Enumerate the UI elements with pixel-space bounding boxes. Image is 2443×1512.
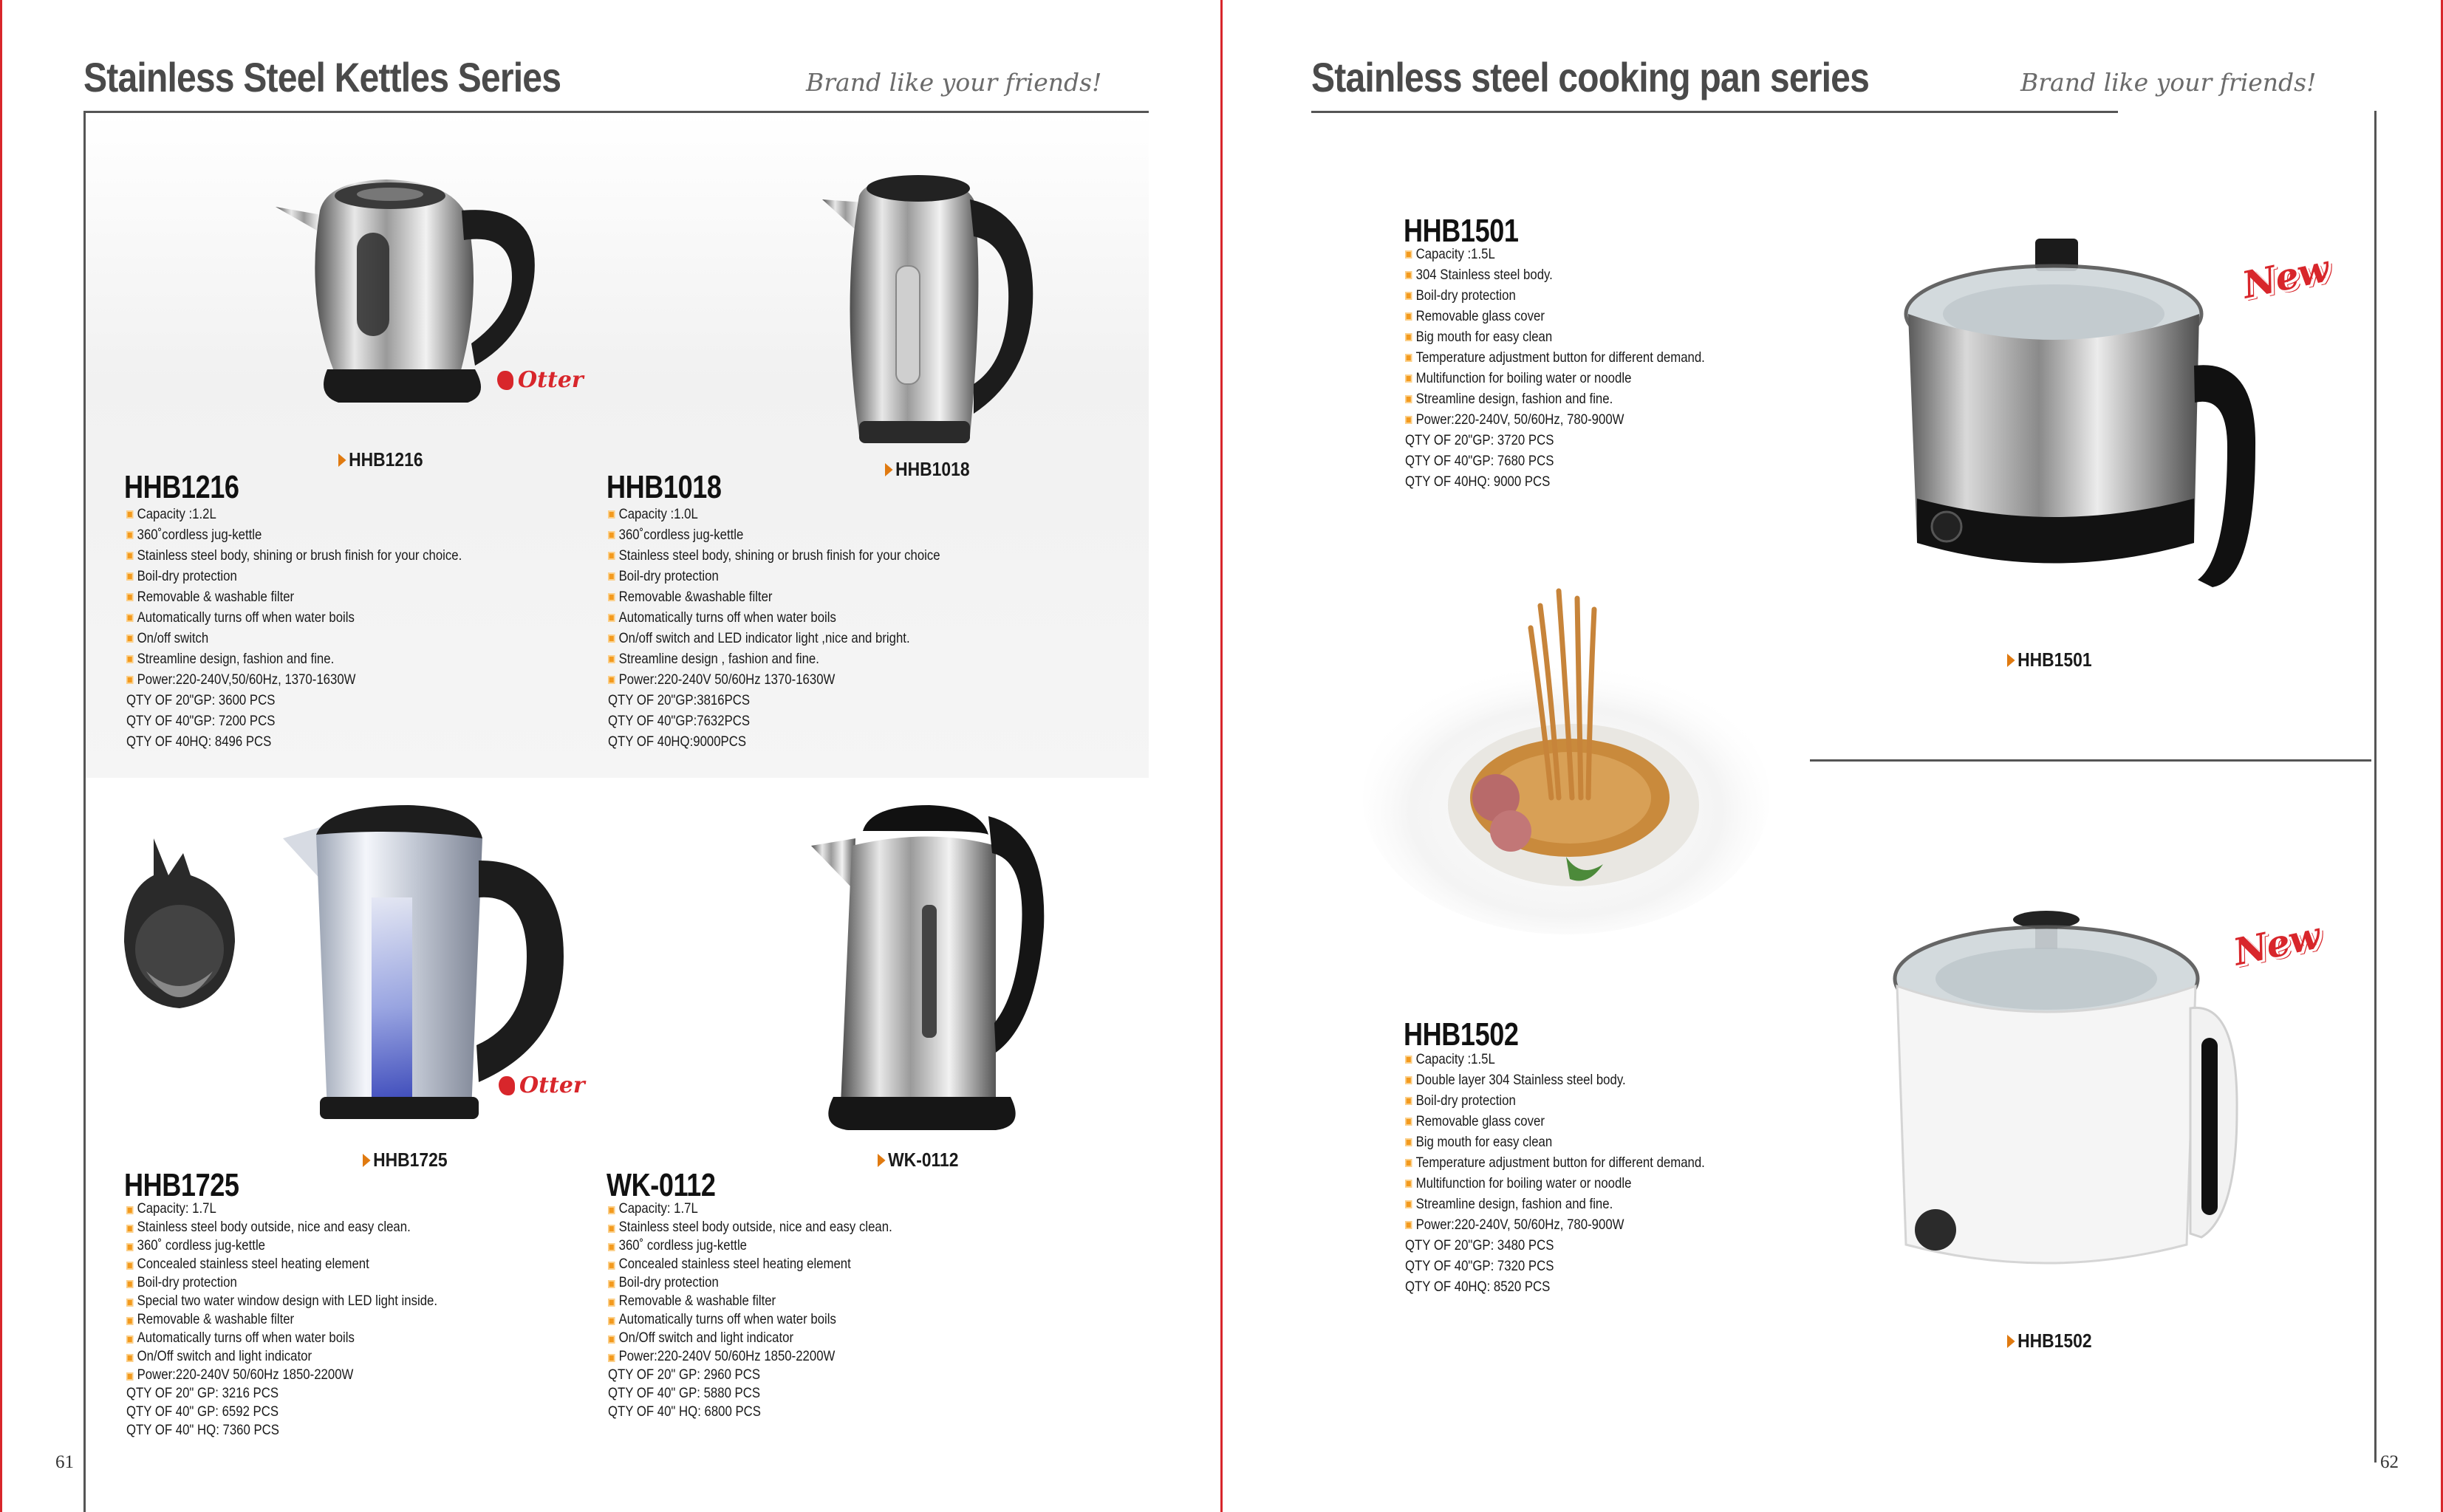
feature-list (126, 504, 462, 752)
feature-item: Capacity: 1.7L (126, 1200, 437, 1218)
product-caption: HHB1501 (2007, 649, 2092, 671)
feature-item: 360˚ cordless jug-kettle (608, 1236, 892, 1255)
feature-item: Automatically turns off when water boils (126, 607, 462, 628)
feature-item: Boil-dry protection (1405, 285, 1705, 306)
feature-item: Streamline design, fashion and fine. (1405, 1194, 1705, 1214)
header-rule (1311, 111, 2118, 113)
feature-item: Temperature adjustment button for different demand. (1405, 347, 1705, 368)
feature-item: Temperature adjustment button for different demand. (1405, 1152, 1705, 1173)
feature-item: Stainless steel body, shining or brush finish for your choice (608, 545, 940, 566)
feature-item: Boil-dry protection (608, 566, 940, 586)
feature-item: Streamline design, fashion and fine. (1405, 389, 1705, 409)
feature-item: Special two water window design with LED light inside. (126, 1292, 437, 1310)
feature-item: Big mouth for easy clean (1405, 1132, 1705, 1152)
qty-item: QTY OF 40"GP: 7200 PCS (126, 713, 276, 729)
feature-item: Power:220-240V, 50/60Hz, 780-900W (1405, 1214, 1705, 1235)
caption-arrow-icon (2007, 654, 2015, 667)
qty-item: QTY OF 40HQ:9000PCS (608, 733, 747, 750)
model-heading: WK-0112 (607, 1167, 716, 1203)
feature-item: On/Off switch and light indicator (126, 1347, 437, 1366)
caption-arrow-icon (363, 1154, 371, 1167)
feature-list (608, 1200, 892, 1421)
kettle-wk0112-image (811, 801, 1048, 1134)
feature-item: Capacity: 1.7L (608, 1200, 892, 1218)
feature-item: Removable glass cover (1405, 306, 1705, 326)
feature-item: Automatically turns off when water boils (608, 607, 940, 628)
cooking-pan-hhb1502-image (1891, 890, 2238, 1289)
model-heading: HHB1501 (1404, 213, 1519, 249)
feature-item: Multifunction for boiling water or noodle (1405, 1173, 1705, 1194)
feature-item: Multifunction for boiling water or noodle (1405, 368, 1705, 389)
qty-item: QTY OF 40"GP: 7680 PCS (1405, 453, 1554, 469)
feature-item: Stainless steel body outside, nice and easy clean. (608, 1218, 892, 1236)
feature-item: Automatically turns off when water boils (126, 1329, 437, 1347)
feature-item: Boil-dry protection (126, 1273, 437, 1292)
feature-item: Boil-dry protection (1405, 1090, 1705, 1111)
feature-item: Capacity :1.5L (1405, 1049, 1705, 1070)
feature-item: Removable glass cover (1405, 1111, 1705, 1132)
feature-item: Power:220-240V,50/60Hz, 1370-1630W (126, 669, 462, 690)
feature-list (126, 1200, 437, 1440)
qty-item: QTY OF 20"GP:3816PCS (608, 692, 751, 708)
feature-item: Streamline design , fashion and fine. (608, 649, 940, 669)
qty-item: QTY OF 20" GP: 2960 PCS (608, 1366, 761, 1383)
caption-arrow-icon (338, 454, 346, 467)
qty-item: QTY OF 40" HQ: 7360 PCS (126, 1422, 279, 1438)
qty-item: QTY OF 40" HQ: 6800 PCS (608, 1403, 761, 1420)
right-catalog-page (1220, 0, 2443, 1512)
feature-item: On/off switch and LED indicator light ,nice and bright. (608, 628, 940, 649)
new-badge: New (2238, 246, 2333, 307)
left-catalog-page (0, 0, 1220, 1512)
feature-item: Removable & washable filter (126, 1310, 437, 1329)
product-caption: WK-0112 (878, 1149, 958, 1171)
feature-item: 304 Stainless steel body. (1405, 264, 1705, 285)
feature-item: Concealed stainless steel heating element (126, 1255, 437, 1273)
feature-item: 360˚ cordless jug-kettle (126, 1236, 437, 1255)
qty-item: QTY OF 40" GP: 6592 PCS (126, 1403, 279, 1420)
qty-item: QTY OF 20"GP: 3600 PCS (126, 692, 276, 708)
otter-logo: Otter (499, 1073, 585, 1098)
feature-item: Power:220-240V 50/60Hz 1850-2200W (126, 1366, 437, 1384)
feature-item: Removable & washable filter (608, 1292, 892, 1310)
lid-detail-image (109, 831, 250, 1023)
feature-item: Power:220-240V 50/60Hz 1370-1630W (608, 669, 940, 690)
model-heading: HHB1018 (607, 469, 722, 505)
caption-arrow-icon (885, 463, 893, 476)
qty-item: QTY OF 40" GP: 5880 PCS (608, 1385, 761, 1401)
content-frame-right (2374, 111, 2377, 1463)
feature-item: Boil-dry protection (126, 566, 462, 586)
page-title: Stainless steel cooking pan series (1311, 54, 1870, 100)
product-caption: HHB1018 (885, 458, 970, 481)
model-heading: HHB1502 (1404, 1016, 1519, 1053)
qty-item: QTY OF 20"GP: 3720 PCS (1405, 432, 1554, 448)
qty-item: QTY OF 20" GP: 3216 PCS (126, 1385, 279, 1401)
noodle-bowl-image (1359, 576, 1773, 945)
feature-item: Concealed stainless steel heating element (608, 1255, 892, 1273)
brand-tagline: Brand like your friends! (2020, 68, 2317, 97)
product-caption: HHB1725 (363, 1149, 448, 1171)
model-heading: HHB1725 (124, 1167, 239, 1203)
feature-item: Stainless steel body outside, nice and easy clean. (126, 1218, 437, 1236)
feature-item: 360˚cordless jug-kettle (126, 524, 462, 545)
feature-item: Automatically turns off when water boils (608, 1310, 892, 1329)
feature-item: Capacity :1.2L (126, 504, 462, 524)
feature-list (1405, 244, 1705, 492)
feature-item: Boil-dry protection (608, 1273, 892, 1292)
qty-item: QTY OF 40HQ: 9000 PCS (1405, 473, 1551, 490)
page-number: 61 (55, 1452, 74, 1472)
feature-list (1405, 1049, 1705, 1297)
section-divider (1810, 759, 2371, 762)
page-title: Stainless Steel Kettles Series (83, 54, 561, 100)
feature-item: Double layer 304 Stainless steel body. (1405, 1070, 1705, 1090)
qty-item: QTY OF 40HQ: 8520 PCS (1405, 1279, 1551, 1295)
feature-item: Removable &washable filter (608, 586, 940, 607)
feature-item: Stainless steel body, shining or brush finish for your choice. (126, 545, 462, 566)
caption-arrow-icon (878, 1154, 886, 1167)
qty-item: QTY OF 40"GP:7632PCS (608, 713, 751, 729)
feature-item: Power:220-240V, 50/60Hz, 780-900W (1405, 409, 1705, 430)
product-caption: HHB1216 (338, 448, 423, 471)
feature-item: Removable & washable filter (126, 586, 462, 607)
feature-item: On/off switch (126, 628, 462, 649)
feature-item: Capacity :1.0L (608, 504, 940, 524)
model-heading: HHB1216 (124, 469, 239, 505)
qty-item: QTY OF 40"GP: 7320 PCS (1405, 1258, 1554, 1274)
brand-tagline: Brand like your friends! (806, 68, 1102, 97)
new-badge: New (2230, 913, 2324, 974)
otter-logo: Otter (497, 367, 584, 393)
product-caption: HHB1502 (2007, 1330, 2092, 1352)
cooking-pan-hhb1501-image (1902, 233, 2235, 632)
feature-item: 360˚cordless jug-kettle (608, 524, 940, 545)
caption-arrow-icon (2007, 1335, 2015, 1348)
qty-item: QTY OF 20"GP: 3480 PCS (1405, 1237, 1554, 1253)
feature-item: Big mouth for easy clean (1405, 326, 1705, 347)
feature-item: Capacity :1.5L (1405, 244, 1705, 264)
kettle-hhb1018-image (822, 170, 1044, 451)
page-number: 62 (2380, 1452, 2399, 1472)
feature-list (608, 504, 940, 752)
feature-item: Streamline design, fashion and fine. (126, 649, 462, 669)
feature-item: On/Off switch and light indicator (608, 1329, 892, 1347)
qty-item: QTY OF 40HQ: 8496 PCS (126, 733, 272, 750)
feature-item: Power:220-240V 50/60Hz 1850-2200W (608, 1347, 892, 1366)
